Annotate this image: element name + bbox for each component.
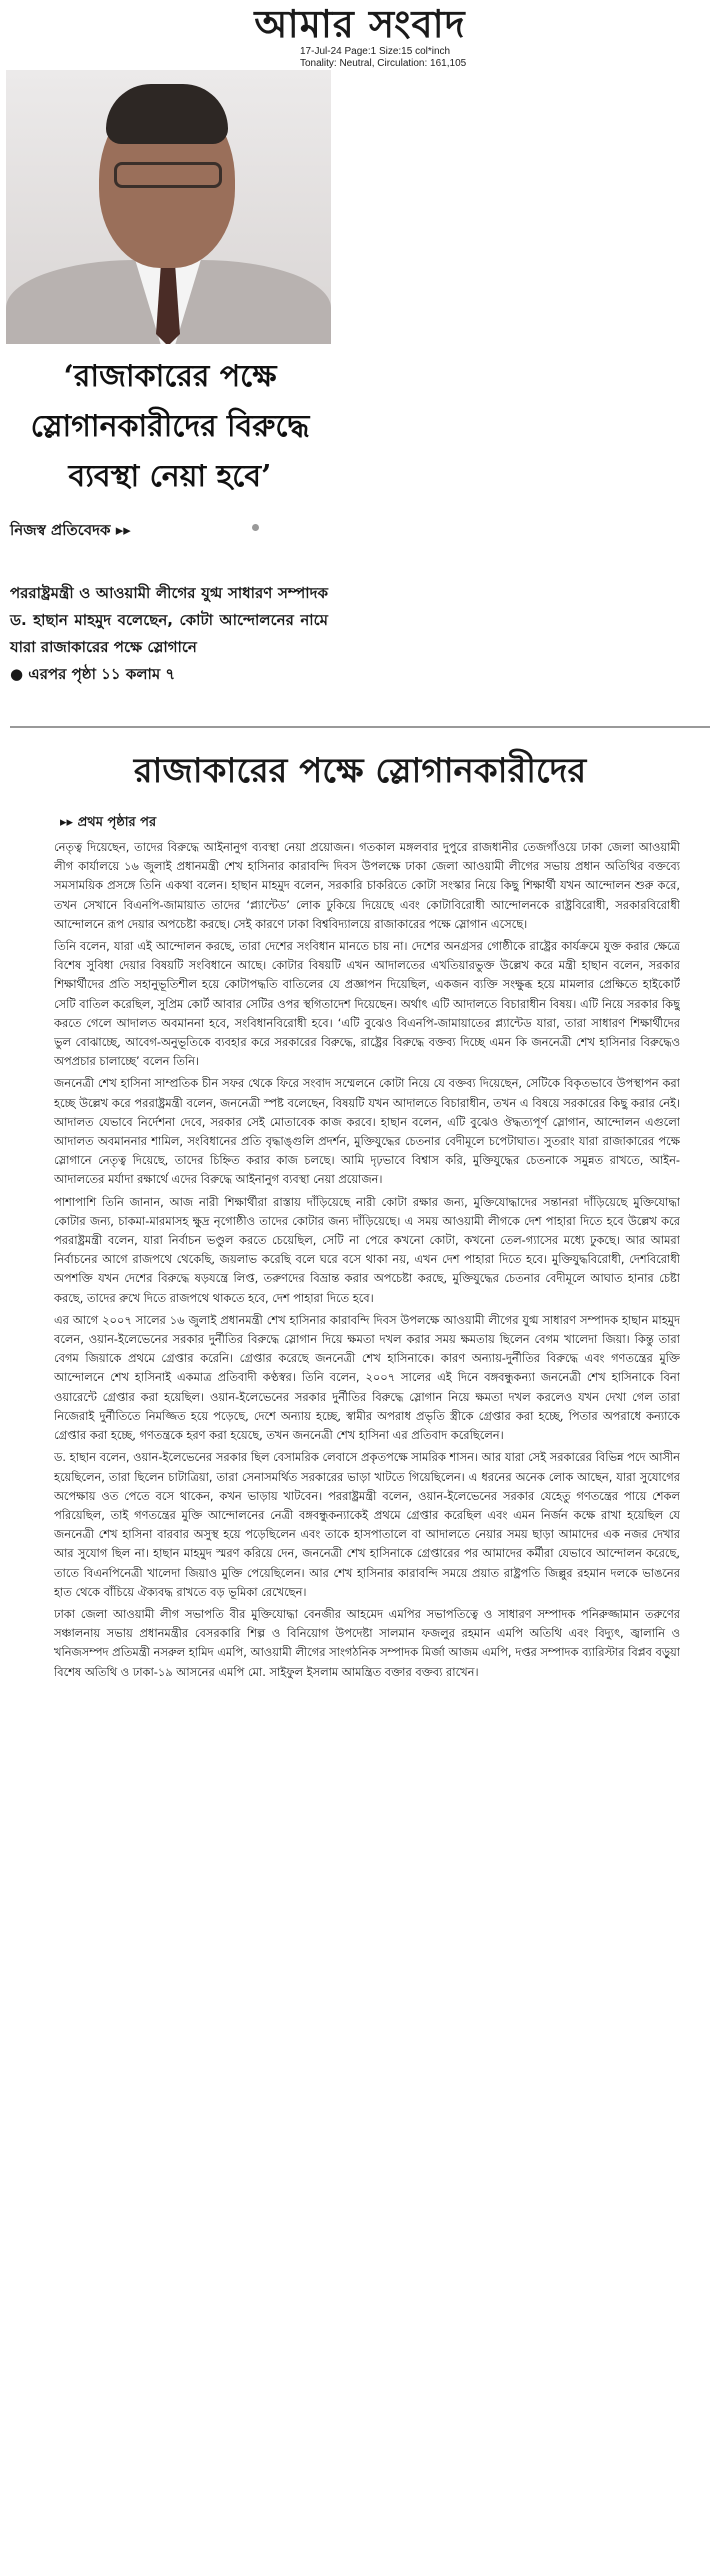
photo-glasses [114,162,222,188]
speaker-photo [6,70,331,344]
continued-from-note: ▸▸ প্রথম পৃষ্ঠার পর [60,815,157,830]
lead-text: পররাষ্ট্রমন্ত্রী ও আওয়ামী লীগের যুগ্ম সাধারণ সম্পাদক ড. হাছান মাহমুদ বলেছেন, কোটা আন্দোলনের নামে যারা রাজাকারের পক্ষে স্লোগানে [10,584,328,656]
photo-hair [106,84,228,144]
continued-to-note: ● এরপর পৃষ্ঠা ১১ কলাম ৭ [10,665,176,683]
headline-line-2: স্লোগানকারীদের বিরুদ্ধে [30,409,310,444]
body-paragraph: পাশাপাশি তিনি জানান, আজ নারী শিক্ষার্থীরা রাস্তায় দাঁড়িয়েছে নারী কোটা রক্ষার জন্য, মুক্তিযোদ্ধাদের সন্তানরা দাঁড়িয়েছে মুক্তিযোদ্ধা কোটার জন্য, চাকমা-মারমাসহ ক্ষুদ্র নৃগোষ্ঠীও তাদের কোটার জন্য দাঁড়িয়েছে। এ সময় আওয়ামী লীগকে দেশ পাহারা দিতে হবে উল্লেখ করে পররাষ্ট্রমন্ত্রী বলেন, যারা নির্বাচন ভণ্ডুল করতে চেয়েছিল, সেটি না পেরে কখনো কোটা, কখনো তেল-গ্যাসের মধ্যে ঢুকছে। আর আমরা নির্বাচনের আগে রাজপথে থেকেছি, জয়লাভ করেছি বলে ঘরে বসে থাকা নয়, এখন দেশ পাহারা দিতে হবে। মুক্তিযুদ্ধবিরোধী, দেশবিরোধী অপশক্তি যখন দেশের বিরুদ্ধে ষড়যন্ত্রে লিপ্ত, তরুণদের বিভ্রান্ত করার অপচেষ্টা করছে, মুক্তিযুদ্ধের চেতনার বেদীমূলে আঘাত হানার চেষ্টা করছে, তাদের রুখে দিতে রাজপথে থাকতে হবে, দেশ পাহারা দিতে হবে। [54,1194,680,1305]
body-paragraph: জননেত্রী শেখ হাসিনা সাম্প্রতিক চীন সফর থেকে ফিরে সংবাদ সম্মেলনে কোটা নিয়ে যে বক্তব্য দিয়েছেন, সেটিকে বিকৃতভাবে উপস্থাপন করা হচ্ছে উল্লেখ করে পররাষ্ট্রমন্ত্রী বলেন, জননেত্রী স্পষ্ট বলেছেন, বিষয়টি যখন আদালতে বিচারাধীন, তখন এ বিষয়ে সরকারের কিছু করার নেই। আদালত যেভাবে নির্দেশনা দেবে, সরকার সেই মোতাবেক কাজ করবে। হাছান বলেন, এটি বুঝেও ঔদ্ধত্যপূর্ণ স্লোগান, আন্দোলন এগুলো আদালত অবমাননার শামিল, সংবিধানের প্রতি বৃদ্ধাঙ্গুলি প্রদর্শন, মুক্তিযুদ্ধের চেতনার বেদীমূলে চপেটাঘাত। সুতরাং যারা রাজাকারের পক্ষে স্লোগানে নেতৃত্ব দিয়েছে, তাদের চিহ্নিত করার কাজ চলছে। আমি দৃঢ়ভাবে বিশ্বাস করি, মুক্তিযুদ্ধের চেতনাকে সমুন্নত রাখতে, আইন-আদালতের মর্যাদা রক্ষার্থে এদের বিরুদ্ধে আইনানুগ ব্যবস্থা নেয়া প্রয়োজন। [54,1076,680,1187]
body-paragraph: নেতৃত্ব দিয়েছেন, তাদের বিরুদ্ধে আইনানুগ ব্যবস্থা নেয়া প্রয়োজন। গতকাল মঙ্গলবার দুপুরে রাজধানীর তেজগাঁওয়ে ঢাকা জেলা আওয়ামী লীগ কার্যালয়ে ১৬ জুলাই প্রধানমন্ত্রী শেখ হাসিনার কারাবন্দি দিবস উপলক্ষে ঢাকা জেলা আওয়ামী লীগের সভায় প্রধান অতিথির বক্তব্যে সমসাময়িক প্রসঙ্গে তিনি একথা বলেন। হাছান মাহমুদ বলেন, সরকারি চাকরিতে কোটা সংস্কার নিয়ে কিছু শিক্ষার্থী যখন আন্দোলন শুরু করে, তখন সেখানে বিএনপি-জামায়াত তাদের ‘প্ল্যান্টেড’ লোক ঢুকিয়ে দিয়েছে এবং কোটাবিরোধী আন্দোলনকে রাষ্ট্রবিরোধী, সরকারবিরোধী আন্দোলনে রূপ দেয়ার অপচেষ্টা করছে। সেই কারণে ঢাকা বিশ্ববিদ্যালয়ে রাজাকারের পক্ষে স্লোগান এসেছে। [54,840,680,931]
headline-line-1: ‘রাজাকারের পক্ষে [63,359,277,394]
article-byline: নিজস্ব প্রতিবেদক ▸▸ [10,521,131,539]
meta-tonality-circulation: Tonality: Neutral, Circulation: 161,105 [300,58,467,69]
meta-date-size: 17-Jul-24 Page:1 Size:15 col*inch [300,46,451,57]
body-paragraph: ঢাকা জেলা আওয়ামী লীগ সভাপতি বীর মুক্তিযোদ্ধা বেনজীর আহমেদ এমপির সভাপতিত্বে ও সাধারণ সম্পাদক পনিরুজ্জামান তরুণের সঞ্চালনায় সভায় প্রধানমন্ত্রীর বেসরকারি শিল্প ও বিনিয়োগ উপদেষ্টা সালমান ফজলুর রহমান এমপি অতিথি এবং বিদ্যুৎ, জ্বালানি ও খনিজসম্পদ প্রতিমন্ত্রী নসরুল হামিদ এমপি, আওয়ামী লীগের সাংগঠনিক সম্পাদক মির্জা আজম এমপি, দপ্তর সম্পাদক ব্যারিস্টার বিপ্লব বড়ুয়া বিশেষ অতিথি ও ঢাকা-১৯ আসনের এমপি মো. সাইফুল ইসলাম আমন্ত্রিত বক্তার বক্তব্য রাখেন। [54,1606,680,1679]
decorative-dot [252,524,259,531]
body-paragraph: এর আগে ২০০৭ সালের ১৬ জুলাই প্রধানমন্ত্রী শেখ হাসিনার কারাবন্দি দিবস উপলক্ষে আওয়ামী লীগের যুগ্ম সাধারণ সম্পাদক হাছান মাহমুদ বলেন, ওয়ান-ইলেভেনের সরকার দুর্নীতির বিরুদ্ধে স্লোগান দিয়ে ক্ষমতা দখল করার সময় ক্ষমতায় ছিলেন বেগম খালেদা জিয়া। কিন্তু তারা বেগম জিয়াকে প্রথমে গ্রেপ্তার করেনি। গ্রেপ্তার করেছে জননেত্রী শেখ হাসিনাকে। কারণ অন্যায়-দুর্নীতির বিরুদ্ধে এবং গণতন্ত্রের মুক্তি আন্দোলনে শেখ হাসিনাই একমাত্র প্রতিবাদী কণ্ঠস্বর। তিনি বলেন, ২০০৭ সালের এই দিনে বঙ্গবন্ধুকন্যা জননেত্রী শেখ হাসিনাকে বিনা ওয়ারেন্টে গ্রেপ্তার করা হয়েছিল। ওয়ান-ইলেভেনের সরকার দুর্নীতির বিরুদ্ধে স্লোগান নিয়ে ক্ষমতা দখল করলেও যখন দেখা গেল তারা নিজেরাই দুর্নীতিতে নিমজ্জিত হয়ে পড়েছে, দেশে অন্যায় হচ্ছে, স্বামীর অপরাধ প্রভৃতি স্ত্রীকে গ্রেপ্তার করা হচ্ছে, পিতার অপরাধে কন্যাকে গ্রেপ্তার করা হচ্ছে, গণতন্ত্রকে হরণ করা হয়েছে, তখন জননেত্রী শেখ হাসিনা এর প্রতিবাদ করেছিলেন। [54,1312,680,1443]
body-paragraph: ড. হাছান বলেন, ওয়ান-ইলেভেনের সরকার ছিল বেসামরিক লেবাসে প্রকৃতপক্ষে সামরিক শাসন। আর যারা সেই সরকারের বিভিন্ন পদে আসীন হয়েছিলেন, তারা ছিলেন চাটাত্রিয়া, তারা সেনাসমর্থিত সরকারের ভাড়া খাটতে গিয়েছিলেন। এ ধরনের অনেক লোক আছেন, যারা সুযোগের অপেক্ষায় ওত পেতে বসে থাকেন, কখন ভাড়ায় খাটবেন। পররাষ্ট্রমন্ত্রী বলেন, ওয়ান-ইলেভেনের সরকার যেহেতু গণতন্ত্রের পায়ে শেকল পরিয়েছিল, তাই গণতন্ত্রের মুক্তি আন্দোলনের নেত্রী বঙ্গবন্ধুকন্যাকেই প্রথমে গ্রেপ্তার করেছিল এবং এমন নির্জন কক্ষে রাখা হয়েছিল যে জননেত্রী শেখ হাসিনা বারবার অসুস্থ হয়ে পড়েছিলেন এবং তাকে হাসপাতালে বা আদালতে নেয়ার সময় ছাড়া আমাদের এক নজর দেখার আর সুযোগ ছিল না। হাছান মাহমুদ স্মরণ করিয়ে দেন, জননেত্রী শেখ হাসিনাকে গ্রেপ্তারের পর আমাদের কর্মীরা যেভাবে আন্দোলন করেছে, তাতে বিএনপিনেত্রী খালেদা জিয়াও মুক্তি পেয়েছিলেন। আর শেখ হাসিনার কারাবন্দি সময়ে প্রয়াত রাষ্ট্রপতি জিল্লুর রহমান দলকে ভাঙনের হাত থেকে বাঁচিয়ে ঐক্যবদ্ধ রাখতে বড় ভূমিকা রেখেছেন। [54,1450,680,1599]
body-paragraph: তিনি বলেন, যারা এই আন্দোলন করছে, তারা দেশের সংবিধান মানতে চায় না। দেশের অনগ্রসর গোষ্ঠীকে রাষ্ট্রের কার্যক্রমে যুক্ত করার ক্ষেত্রে বিশেষ সুবিধা দেয়ার বিষয়টি সংবিধানে আছে। কোটার বিষয়টি এখন আদালতের এখতিয়ারভুক্ত উল্লেখ করে মন্ত্রী হাছান বলেন, সরকার শিক্ষার্থীদের প্রতি সহানুভূতিশীল হয়ে কোটাপদ্ধতি বাতিলের যে প্রজ্ঞাপন দিয়েছিল, একজন ব্যক্তি সংক্ষুব্ধ হয়ে মামলার প্রেক্ষিতে হাইকোর্ট সেটি বাতিল করেছিল, সুপ্রিম কোর্ট আবার সেটির ওপর স্থগিতাদেশ দিয়েছেন। অর্থাৎ এটি আদালতে বিচারাধীন বিষয়। এটি নিয়ে সরকার কিছু করতে গেলে আদালত অবমাননা হবে, সংবিধানবিরোধী হবে। ‘এটি বুঝেও বিএনপি-জামায়াতের প্ল্যান্টেড যারা, তারা সাধারণ শিক্ষার্থীদের ভুল বোঝাচ্ছে, আবেগ-অনুভূতিকে ব্যবহার করে সরকারের বিরুদ্ধে, রাষ্ট্রের বিরুদ্ধে বক্তব্য দিচ্ছে এমন কি জননেত্রী শেখ হাসিনার বিরুদ্ধেও অপপ্রচার চালাচ্ছে’ বলেন তিনি। [54,939,680,1069]
newspaper-masthead: আমার সংবাদ [254,1,466,46]
clipping-meta [300,46,720,70]
section-divider [10,726,710,728]
headline-line-3: ব্যবস্থা নেয়া হবে’ [68,459,272,494]
article-lead [10,580,328,688]
article-headline [0,352,340,502]
continuation-title: রাজাকারের পক্ষে স্লোগানকারীদের [133,751,587,791]
continuation-body [54,838,680,2552]
